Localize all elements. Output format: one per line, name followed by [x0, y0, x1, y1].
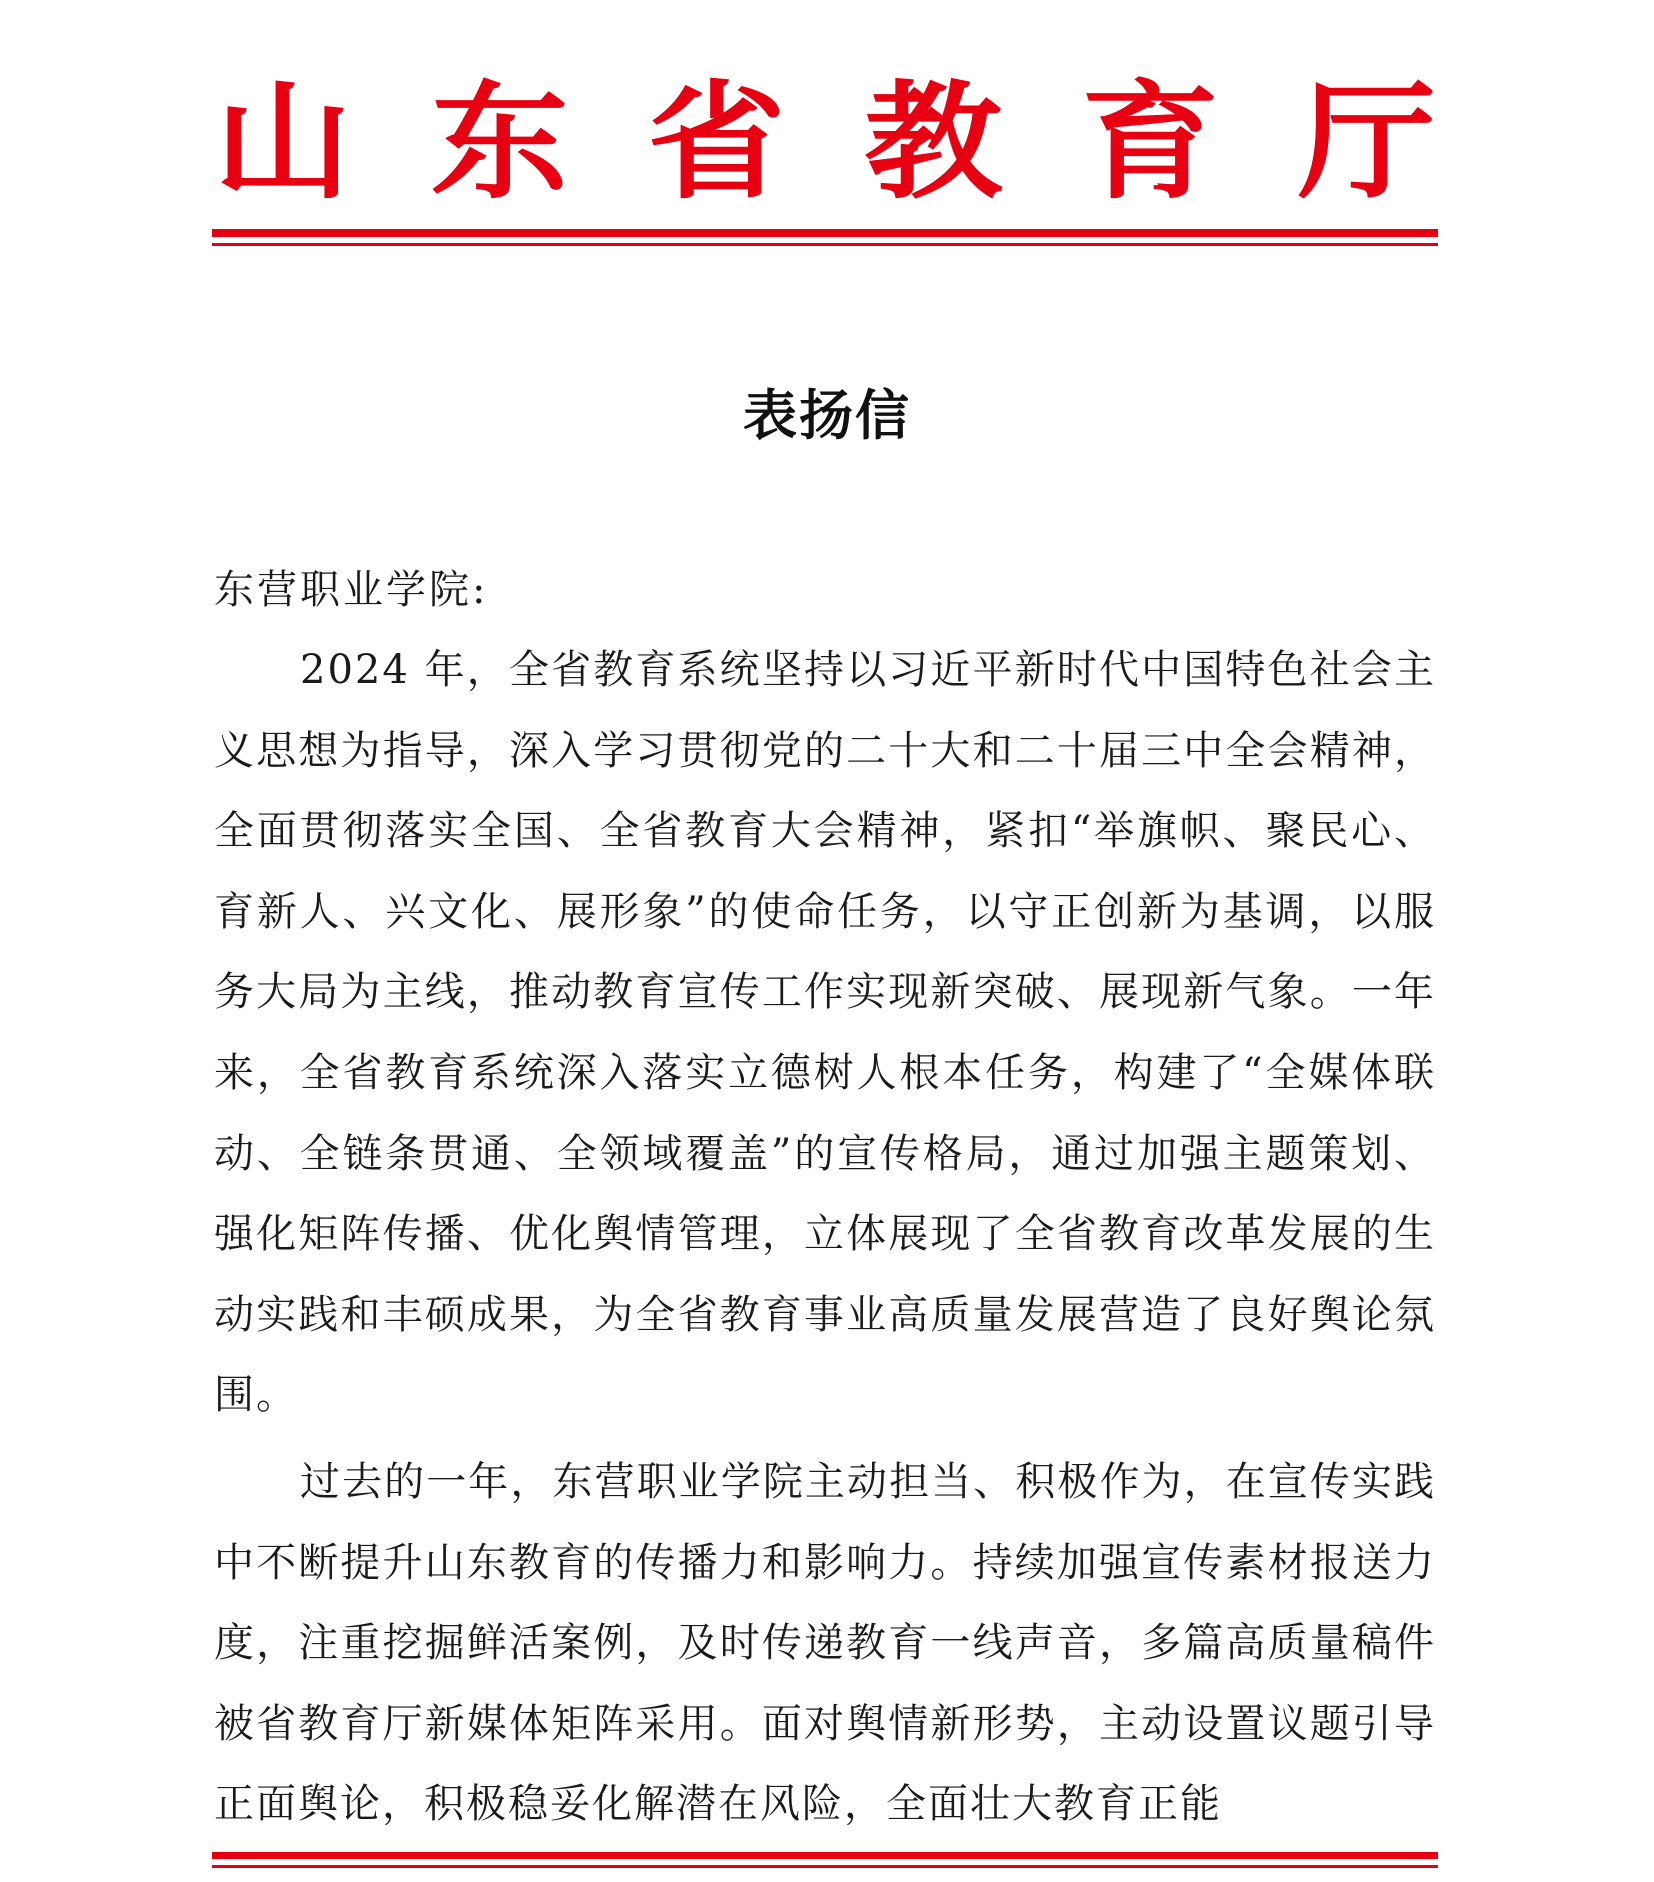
salutation: 东营职业学院:	[214, 567, 489, 613]
masthead-char: 厅	[1297, 66, 1436, 217]
masthead-char: 教	[864, 66, 1003, 217]
masthead-divider-thick	[212, 229, 1438, 237]
masthead-char: 东	[430, 66, 569, 217]
letter-body	[214, 550, 1436, 1845]
paragraph: 过去的一年，东营职业学院主动担当、积极作为，在宣传实践中不断提升山东教育的传播力和影响力。持续加强宣传素材报送力度，注重挖掘鲜活案例，及时传递教育一线声音，多篇高质量稿件被省教育厅新媒体矩阵采用。面对舆情新形势，主动设置议题引导正面舆论，积极稳妥化解潜在风险，全面壮大教育正能	[214, 1458, 1436, 1828]
masthead	[214, 66, 1436, 217]
document-title: 表扬信	[743, 383, 911, 447]
masthead-char: 山	[214, 66, 353, 217]
paragraph: 2024 年，全省教育系统坚持以习近平新时代中国特色社会主义思想为指导，深入学习贯彻党的二十大和二十届三中全会精神，全面贯彻落实全国、全省教育大会精神，紧扣“举旗帜、聚民心、育新人、兴文化、展形象”的使命任务，以守正创新为基调，以服务大局为主线，推动教育宣传工作实现新突破、展现新气象。一年来，全省教育系统深入落实立德树人根本任务，构建了“全媒体联动、全链条贯通、全领域覆盖”的宣传格局，通过加强主题策划、强化矩阵传播、优化舆情管理，立体展现了全省教育改革发展的生动实践和丰硕成果，为全省教育事业高质量发展营造了良好舆论氛围。	[214, 647, 1436, 1419]
footer-divider-thick	[212, 1852, 1438, 1859]
masthead-char: 育	[1081, 66, 1220, 217]
footer-divider-thin	[212, 1865, 1438, 1868]
masthead-divider-thin	[212, 243, 1438, 246]
masthead-char: 省	[647, 66, 786, 217]
